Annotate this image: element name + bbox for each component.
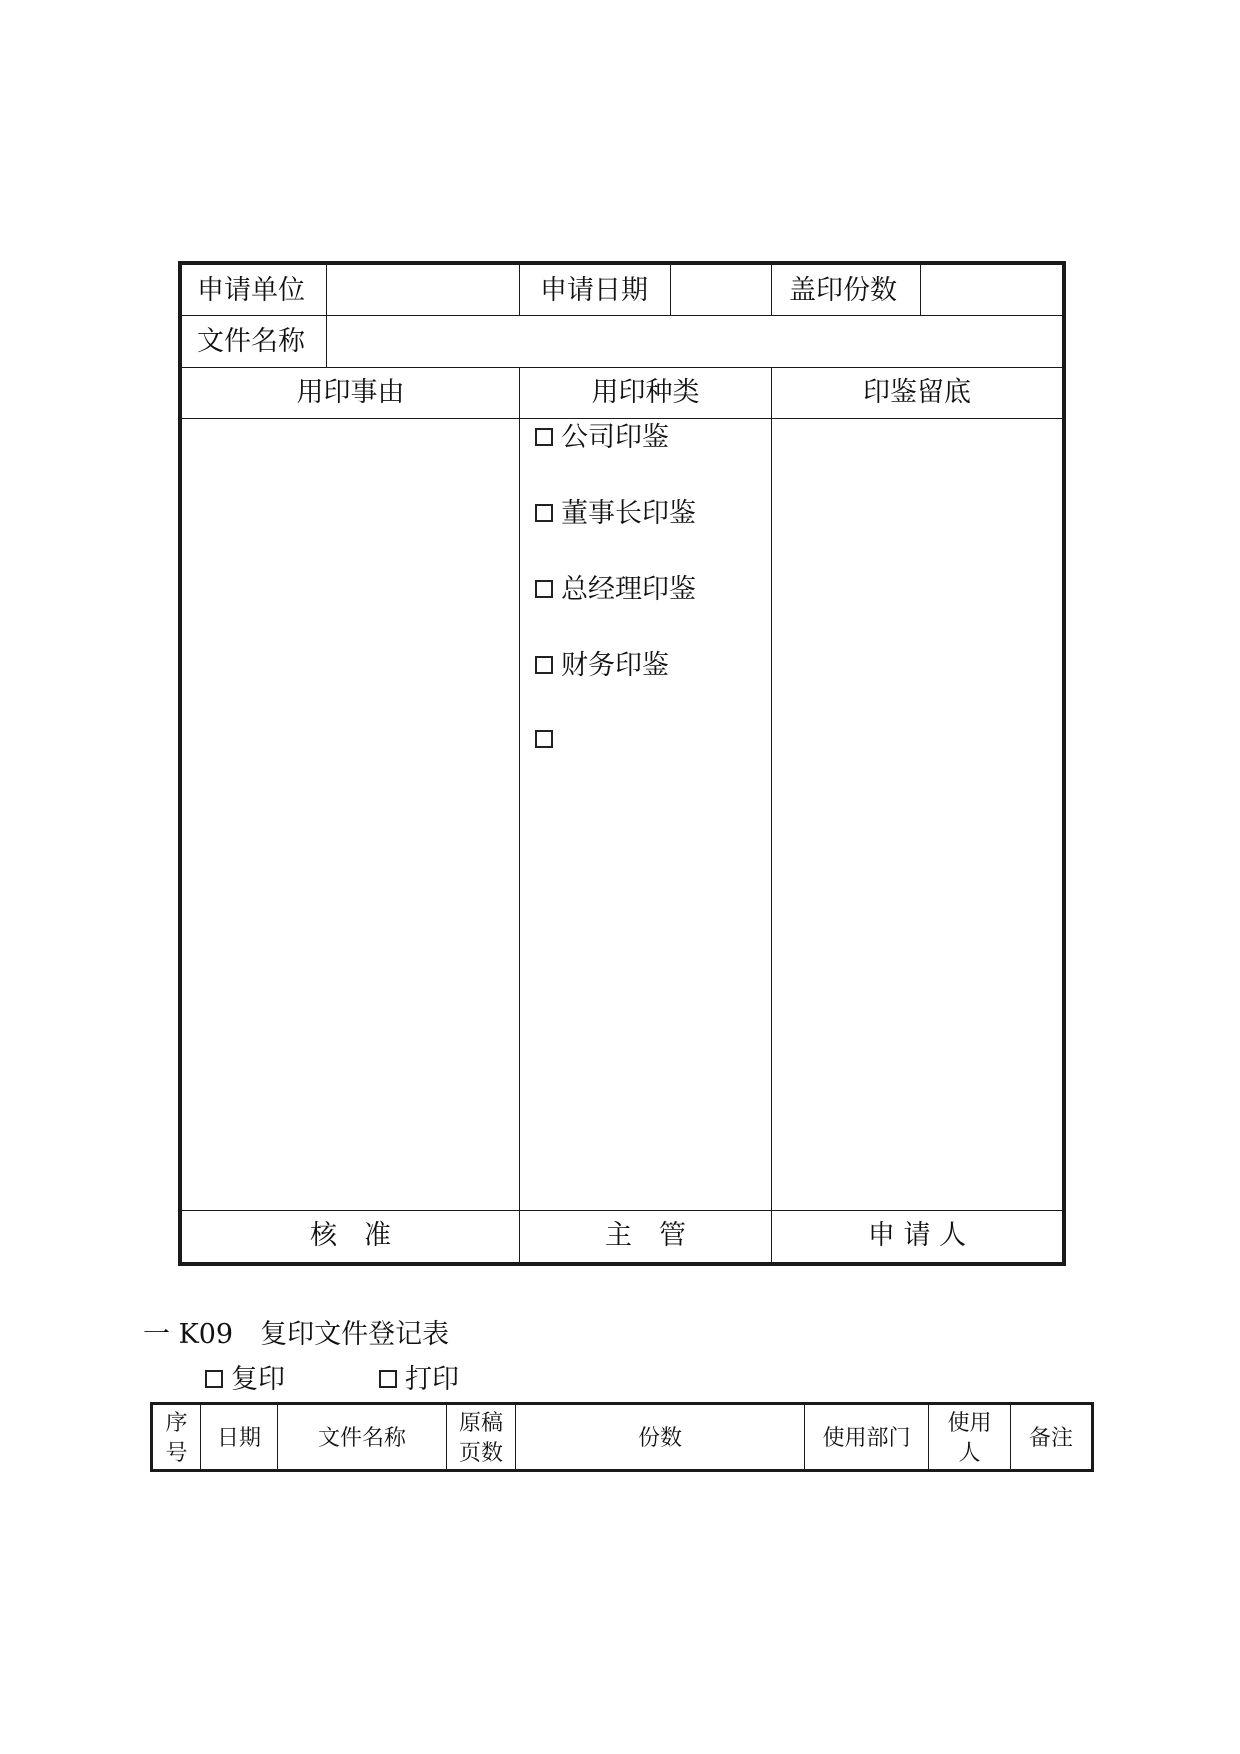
col-header-original-pages: 原稿 页数 (458, 1411, 503, 1466)
checkbox-icon[interactable] (205, 1370, 223, 1388)
reason-header: 用印事由 (296, 377, 405, 408)
reason-field[interactable] (182, 420, 518, 1209)
checkbox-icon[interactable] (379, 1370, 397, 1388)
register-option-label: 复印 (231, 1364, 285, 1395)
form-vline-b (771, 263, 772, 315)
form-vline-label (326, 263, 327, 368)
doc-name-label: 文件名称 (197, 326, 305, 357)
col-header-date: 日期 (216, 1426, 261, 1451)
form-border-right (1062, 261, 1066, 1266)
form-hline-2 (180, 367, 1064, 368)
supervisor-label: 主 管 (605, 1220, 686, 1251)
checkbox-icon[interactable] (535, 580, 553, 598)
seal-option-label: 董事长印鉴 (561, 498, 696, 529)
col-header-department: 使用部门 (822, 1426, 911, 1451)
checkbox-icon[interactable] (535, 656, 553, 674)
col-header-doc-name: 文件名称 (317, 1426, 406, 1451)
form-border-bottom (178, 1262, 1066, 1266)
register-title: 一 K09 复印文件登记表 (143, 1319, 450, 1350)
col-header-user: 使用 人 (947, 1411, 992, 1466)
doc-name-field[interactable] (328, 317, 1061, 366)
form-hline-1 (180, 315, 1064, 316)
form-vline-b2 (771, 367, 772, 1264)
checkbox-icon[interactable] (535, 504, 553, 522)
form-vline-copies-value (920, 263, 921, 315)
form-vline-date-value (670, 263, 671, 315)
seal-option-label: 总经理印鉴 (561, 574, 696, 605)
register-option-label: 打印 (405, 1364, 459, 1395)
register-border-top (150, 1402, 1094, 1405)
register-border-bottom (150, 1469, 1094, 1472)
copies-field[interactable] (922, 265, 1061, 314)
col-header-remarks: 备注 (1028, 1426, 1073, 1451)
seal-record-header: 印鉴留底 (863, 377, 971, 408)
form-hline-3 (180, 418, 1064, 419)
approve-label: 核 准 (310, 1220, 391, 1251)
seal-option-label: 财务印鉴 (561, 650, 669, 681)
form-hline-4 (180, 1210, 1064, 1211)
seal-record-area (773, 420, 1061, 1209)
seal-type-header: 用印种类 (591, 377, 700, 408)
register-border-right (1091, 1402, 1094, 1472)
seal-option-label: 公司印鉴 (561, 422, 669, 453)
copies-label: 盖印份数 (789, 275, 897, 306)
checkbox-icon[interactable] (535, 730, 553, 748)
col-header-seq: 序 号 (165, 1411, 188, 1466)
unit-label: 申请单位 (197, 275, 305, 306)
checkbox-icon[interactable] (535, 428, 553, 446)
unit-field[interactable] (328, 265, 518, 314)
applicant-label: 申 请 人 (867, 1220, 967, 1251)
date-field[interactable] (672, 265, 770, 314)
col-header-copies: 份数 (637, 1426, 682, 1451)
form-vline-a (519, 263, 520, 315)
date-label: 申请日期 (540, 275, 648, 306)
form-vline-a2 (519, 367, 520, 1264)
